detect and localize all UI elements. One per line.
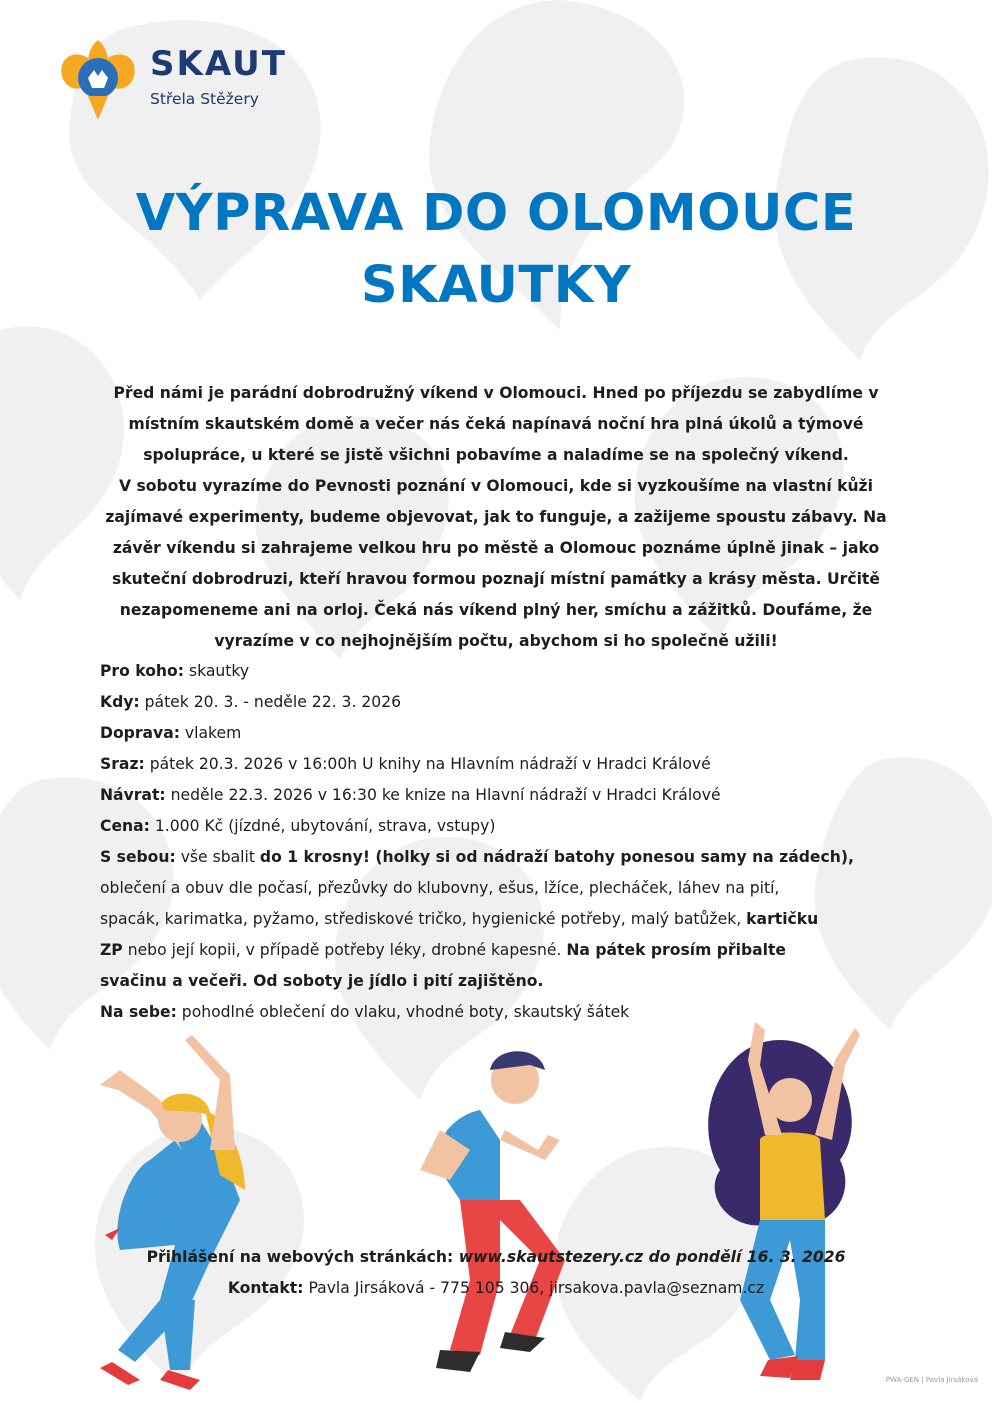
fleur-de-lis-logo-icon [58,38,138,122]
detail-bring-3 [100,904,900,935]
bring-text-3: spacák, karimatka, pyžamo, střediskové tričko, hygienické potřeby, malý batůžek, [100,910,747,928]
detail-when [100,687,900,718]
intro-paragraph-1: Před námi je parádní dobrodružný víkend v Olomouci. Hned po příjezdu se zabydlíme v místním skautském domě a večer nás čeká napínavá noční hra plná úkolů a týmové spolupráce, u které se jistě všichni pobavíme a naladíme se na společný víkend. [113,384,879,464]
credit-note: PWA-GEN | Pavla Jirsáková [885,1376,978,1384]
bring-text-1: vše sbalit [175,848,260,866]
transport-value: vlakem [179,724,242,742]
intro-paragraph-2: V sobotu vyrazíme do Pevnosti poznání v Olomouci, kde si vyzkoušíme na vlastní kůži zajímavé experimenty, budeme objevovat, jak to funguje, a zažijeme spoustu zábavy. Na závěr víkendu si zahrajeme velkou hru po městě a Olomouc poznáme úplně jinak – jako skuteční dobrodruzi, kteří hravou formou poznají místní památky a krásy města. Určitě nezapomeneme ani na orloj. Čeká nás víkend plný her, smíchu a zážitků. Doufáme, že vyrazíme v co nejhojnějším počtu, abychom si ho společně užili! [105,477,887,650]
for-value: skautky [183,662,250,680]
event-details [100,656,900,1028]
for-label: Pro koho: [100,662,184,680]
return-label: Návrat: [100,786,166,804]
dancing-people-illustration [0,1000,992,1401]
signup-value: www.skautstezery.cz do pondělí 16. 3. 2026 [458,1248,846,1266]
detail-meet [100,749,900,780]
detail-bring-5 [100,966,900,997]
logo-wordmark: SKAUT [150,44,287,84]
detail-price [100,811,900,842]
wear-value: pohodlné oblečení do vlaku, vhodné boty, skautský šátek [176,1003,630,1021]
contact-value: Pavla Jirsáková - 775 105 306, jirsakova.pavla@seznam.cz [303,1279,765,1297]
signup-line [0,1242,992,1273]
signup-label: Přihlášení na webových stránkách: [146,1248,459,1266]
bring-bold-1: do 1 krosny! (holky si od nádraží batohy ponesou samy na zádech), [259,848,854,866]
when-label: Kdy: [100,693,140,711]
page-title [0,178,992,322]
transport-label: Doprava: [100,724,180,742]
contact-label: Kontakt: [227,1279,304,1297]
bring-bold-3: ZP [100,941,123,959]
dancing-girl-left-figure [100,1035,245,1390]
detail-bring-2 [100,873,900,904]
detail-transport [100,718,900,749]
detail-bring-1 [100,842,900,873]
intro-text [96,378,896,657]
bring-bold-2: kartičku [746,910,819,928]
wear-label: Na sebe: [100,1003,177,1021]
price-value: 1.000 Kč (jízdné, ubytování, strava, vstupy) [149,817,496,835]
footer [0,1242,992,1304]
detail-for [100,656,900,687]
price-label: Cena: [100,817,150,835]
meet-label: Sraz: [100,755,145,773]
title-line-2: SKAUTKY [360,256,632,315]
contact-line [0,1273,992,1304]
when-value: pátek 20. 3. - neděle 22. 3. 2026 [139,693,402,711]
bring-label: S sebou: [100,848,176,866]
dancing-woman-right-figure [708,1022,860,1380]
meet-value: pátek 20.3. 2026 v 16:00h U knihy na Hlavním nádraží v Hradci Králové [144,755,711,773]
logo-subtitle: Střela Stěžery [150,90,259,108]
bring-bold-5: svačinu a večeři. Od soboty je jídlo i pití zajištěno. [100,972,544,990]
detail-return [100,780,900,811]
scout-logo [58,38,298,122]
detail-bring-4 [100,935,900,966]
bring-text-4: nebo její kopii, v případě potřeby léky, drobné kapesné. [122,941,567,959]
title-line-1: VÝPRAVA DO OLOMOUCE [135,184,857,243]
bring-bold-4: Na pátek prosím přibalte [566,941,787,959]
return-value: neděle 22.3. 2026 v 16:30 ke knize na Hlavní nádraží v Hradci Králové [165,786,721,804]
dancing-boy-middle-figure [420,1051,565,1372]
bring-text-2: oblečení a obuv dle počasí, přezůvky do klubovny, ešus, lžíce, plecháček, láhev na pití, [100,879,780,897]
